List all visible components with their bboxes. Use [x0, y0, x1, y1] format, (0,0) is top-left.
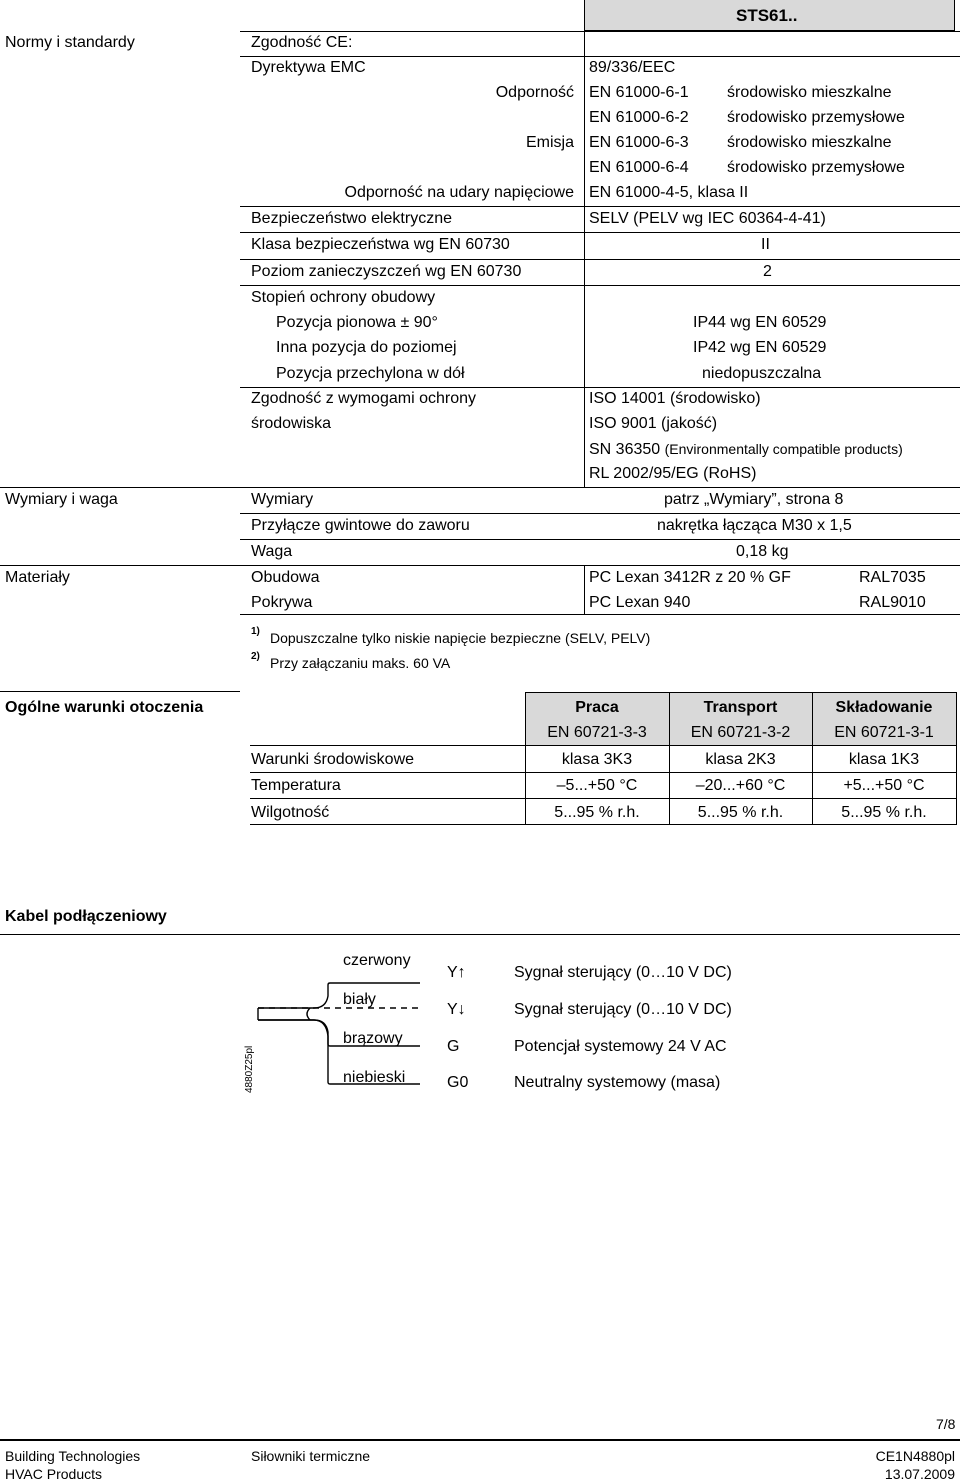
divider-line: [240, 513, 960, 514]
section-dimensions: Wymiary i waga: [5, 491, 118, 508]
dimensions-label: Wymiary: [251, 491, 314, 508]
wire-symbol: G0: [447, 1074, 469, 1091]
dimensions-value: patrz „Wymiary”, strona 8: [664, 491, 844, 508]
emission-standard-2: EN 61000-6-4: [589, 159, 689, 176]
divider-line: [0, 487, 960, 488]
connector-value: nakrętka łącząca M30 x 1,5: [657, 517, 852, 534]
ambient-cell: 5...95 % r.h.: [841, 804, 927, 821]
ambient-cell: –20...+60 °C: [695, 777, 786, 794]
divider-line: [240, 232, 960, 233]
ambient-row-label: Wilgotność: [251, 804, 330, 821]
emission-environment-2: środowisko przemysłowe: [727, 159, 905, 176]
ambient-cell: 5...95 % r.h.: [697, 804, 784, 821]
divider-line: [240, 31, 960, 32]
product-code: STS61..: [736, 6, 798, 25]
footnote-mark-1: 1): [251, 626, 260, 637]
section-standards: Normy i standardy: [5, 34, 135, 51]
electrical-safety-label: Bezpieczeństwo elektryczne: [251, 210, 452, 227]
wire-symbol: G: [447, 1038, 460, 1055]
footer-company-2: HVAC Products: [5, 1466, 102, 1482]
ambient-col-title-transport: Transport: [703, 699, 778, 716]
wire-color-label: biały: [343, 991, 376, 1008]
tilted-position-value: niedopuszczalna: [702, 365, 822, 382]
ambient-col-standard-operation: EN 60721-3-3: [547, 724, 647, 741]
electrical-safety-value: SELV (PELV wg IEC 60364-4-41): [589, 210, 826, 227]
horizontal-position-value: IP42 wg EN 60529: [693, 339, 827, 356]
divider-line: [240, 387, 960, 388]
table-border: [250, 798, 957, 799]
footnote-mark-2: 2): [251, 651, 260, 662]
page-number: 7/8: [936, 1416, 956, 1432]
divider-line: [240, 206, 960, 207]
column-divider: [584, 31, 585, 487]
ambient-cell: +5...+50 °C: [843, 777, 925, 794]
wire-color-label: niebieski: [343, 1069, 406, 1086]
ambient-col-title-storage: Składowanie: [835, 699, 933, 716]
protection-title: Stopień ochrony obudowy: [251, 289, 436, 306]
cable-sheath-end: [307, 1008, 310, 1020]
footer-divider: [0, 1439, 960, 1441]
immunity-label: Odporność: [495, 84, 574, 101]
ce-title: Zgodność CE:: [251, 34, 353, 51]
connector-label: Przyłącze gwintowe do zaworu: [251, 517, 470, 534]
section-ambient: Ogólne warunki otoczenia: [5, 699, 204, 716]
weight-value: 0,18 kg: [736, 543, 789, 560]
environment-value-2: ISO 9001 (jakość): [589, 415, 718, 432]
immunity-environment-2: środowisko przemysłowe: [727, 109, 905, 126]
emc-label: Dyrektywa EMC: [251, 59, 366, 76]
housing-value: PC Lexan 3412R z 20 % GF: [589, 569, 791, 586]
divider-line: [240, 285, 960, 286]
ambient-col-standard-storage: EN 60721-3-1: [834, 724, 934, 741]
immunity-environment-1: środowisko mieszkalne: [727, 84, 892, 101]
footer-doc-number: CE1N4880pl: [875, 1448, 955, 1464]
table-border: [250, 824, 957, 825]
emission-environment-1: środowisko mieszkalne: [727, 134, 892, 151]
weight-label: Waga: [251, 543, 293, 560]
wire-symbol: Y↓: [447, 1001, 466, 1018]
ambient-row-label: Temperatura: [251, 777, 341, 794]
emc-value: 89/336/EEC: [589, 59, 676, 76]
figure-code: 4880Z25pl: [244, 1045, 255, 1093]
horizontal-position-label: Inna pozycja do poziomej: [276, 339, 457, 356]
table-border: [250, 745, 957, 746]
immunity-standard-1: EN 61000-6-1: [589, 84, 689, 101]
ambient-cell: klasa 1K3: [848, 751, 920, 768]
ambient-cell: klasa 2K3: [705, 751, 776, 768]
footnote-text-1: Dopuszczalne tylko niskie napięcie bezpieczne (SELV, PELV): [270, 630, 651, 646]
ambient-row-label: Warunki środowiskowe: [251, 751, 415, 768]
section-materials: Materiały: [5, 569, 70, 586]
divider-line: [240, 539, 960, 540]
tilted-position-label: Pozycja przechylona w dół: [276, 365, 465, 382]
ambient-cell: –5...+50 °C: [556, 777, 638, 794]
emission-label: Emisja: [525, 134, 574, 151]
column-divider: [584, 565, 585, 614]
table-border: [525, 692, 957, 693]
wire-red: [258, 983, 420, 1008]
surge-label: Odporność na udary napięciowe: [344, 184, 574, 201]
footer-company-1: Building Technologies: [5, 1448, 141, 1464]
cover-label: Pokrywa: [251, 594, 313, 611]
table-border: [956, 692, 957, 824]
wire-description: Sygnał sterujący (0…10 V DC): [514, 1001, 732, 1018]
ambient-cell: 5...95 % r.h.: [554, 804, 640, 821]
divider-line: [240, 614, 960, 615]
housing-color: RAL7035: [859, 569, 926, 586]
environment-label-2: środowiska: [251, 415, 332, 432]
divider-line: [0, 691, 240, 692]
environment-value-3-small: (Environmentally compatible products): [664, 441, 903, 457]
footnote-text-2: Przy załączaniu maks. 60 VA: [270, 655, 451, 671]
wire-symbol: Y↑: [447, 964, 466, 981]
vertical-position-label: Pozycja pionowa ± 90°: [276, 314, 438, 331]
immunity-standard-2: EN 61000-6-2: [589, 109, 689, 126]
environment-value-1: ISO 14001 (środowisko): [589, 390, 761, 407]
wire-color-label: brązowy: [343, 1030, 403, 1047]
wire-color-label: czerwony: [343, 952, 411, 969]
safety-class-label: Klasa bezpieczeństwa wg EN 60730: [251, 236, 510, 253]
footer-doc-title: Siłowniki termiczne: [251, 1448, 371, 1464]
cover-value: PC Lexan 940: [589, 594, 691, 611]
cover-color: RAL9010: [859, 594, 926, 611]
wire-description: Sygnał sterujący (0…10 V DC): [514, 964, 732, 981]
surge-value: EN 61000-4-5, klasa II: [589, 184, 749, 201]
emission-standard-1: EN 61000-6-3: [589, 134, 689, 151]
ambient-cell: klasa 3K3: [561, 751, 633, 768]
pollution-degree-value: 2: [763, 263, 772, 280]
section-cable: Kabel podłączeniowy: [5, 908, 167, 925]
pollution-degree-label: Poziom zanieczyszczeń wg EN 60730: [251, 263, 522, 280]
environment-value-4: RL 2002/95/EG (RoHS): [589, 465, 757, 482]
divider-line: [240, 259, 960, 260]
safety-class-value: II: [761, 236, 770, 253]
wire-description: Neutralny systemowy (masa): [514, 1074, 721, 1091]
divider-line: [0, 565, 960, 566]
footer-doc-date: 13.07.2009: [884, 1466, 955, 1482]
ambient-col-title-operation: Praca: [575, 699, 619, 716]
ambient-col-standard-transport: EN 60721-3-2: [690, 724, 791, 741]
housing-label: Obudowa: [251, 569, 320, 586]
environment-value-3-main: SN 36350: [589, 441, 661, 458]
divider-line: [0, 934, 960, 935]
wire-description: Potencjał systemowy 24 V AC: [514, 1038, 727, 1055]
vertical-position-value: IP44 wg EN 60529: [693, 314, 827, 331]
environment-value-3: [589, 441, 903, 459]
table-border: [250, 772, 957, 773]
divider-line: [240, 56, 960, 57]
environment-label-1: Zgodność z wymogami ochrony: [251, 390, 476, 407]
